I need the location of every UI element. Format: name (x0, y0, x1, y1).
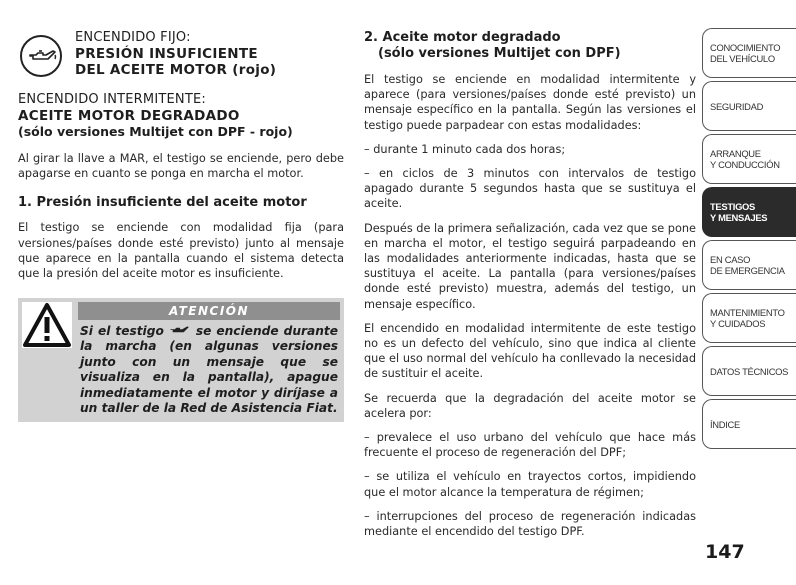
warning-heading: ATENCIÓN (78, 302, 340, 320)
steady-on-label: ENCENDIDO FIJO: (75, 30, 191, 45)
tab-label: ARRANQUE Y CONDUCCIÓN (710, 148, 780, 170)
blinking-label: ENCENDIDO INTERMITENTE: (18, 92, 206, 107)
intro-paragraph: Al girar la llave a MAR, el testigo se enciende, pero debe apagarse en cuanto se ponga en marcha el motor. (18, 152, 344, 181)
warning-text (22, 324, 338, 416)
page-number: 147 (705, 541, 745, 563)
degraded-oil-note: (sólo versiones Multijet con DPF - rojo) (18, 124, 293, 139)
tab-conocimiento[interactable] (702, 28, 796, 78)
tab-indice[interactable] (702, 399, 796, 449)
bullet-2: – en ciclos de 3 minutos con intervalos de testigo apagado durante 5 segundos hasta que se sustituya el aceite. (364, 167, 696, 211)
section2-title: 2. Aceite motor degradado (364, 30, 561, 45)
tab-arranque[interactable] (702, 134, 796, 184)
tab-datos-tecnicos[interactable] (702, 346, 796, 396)
oil-pressure-title-2 (75, 62, 276, 78)
tab-testigos[interactable] (702, 187, 796, 237)
degraded-oil-header (18, 92, 344, 140)
left-column (18, 30, 344, 416)
section2-subtitle: (sólo versiones Multijet con DPF) (378, 46, 621, 61)
warning-text-a: Si el testigo (80, 324, 164, 338)
bullet-5: – interrupciones del proceso de regeneración indicadas mediante el encendido del testigo DPF. (364, 509, 696, 539)
degraded-oil-title: ACEITE MOTOR DEGRADADO (18, 108, 240, 124)
section2-paragraph-2: Después de la primera señalización, cada vez que se pone en marcha el motor, el testigo seguirá parpadeando en las modalidades anteriormente indicadas, hasta que se sustituya el aceite. La pantalla (para versiones/países donde esté previsto) muestra, además del testigo, un mensaje específico. (364, 221, 696, 311)
tab-seguridad[interactable] (702, 81, 796, 131)
tab-label: EN CASO DE EMERGENCIA (710, 254, 785, 276)
oil-pressure-title-main: DEL ACEITE MOTOR (75, 62, 228, 78)
tab-label: ÍNDICE (710, 418, 740, 430)
tab-label: MANTENIMIENTO Y CUIDADOS (710, 307, 785, 329)
section2-paragraph-4: Se recuerda que la degradación del aceite motor se acelera por: (364, 391, 696, 420)
oil-can-icon (169, 324, 191, 336)
warning-box (18, 298, 344, 422)
chapter-tabs (702, 28, 796, 452)
bullet-1: – durante 1 minuto cada dos horas; (364, 142, 566, 156)
tab-mantenimiento[interactable] (702, 293, 796, 343)
bullet-4: – se utiliza el vehículo en trayectos cortos, impidiendo que el motor alcance la temperatura de régimen; (364, 470, 696, 499)
bullet-3: – prevalece el uso urbano del vehículo que hace más frecuente el proceso de regeneración del DPF; (364, 431, 696, 460)
oil-pressure-title-color: (rojo) (232, 62, 277, 78)
tab-emergencia[interactable] (702, 240, 796, 290)
section2-paragraph-3: El encendido en modalidad intermitente de este testigo no es un defecto del vehículo, sino que indica al cliente que el uso normal del vehículo ha conllevado la necesidad de sustituir el aceite. (364, 321, 696, 381)
tab-label: SEGURIDAD (710, 100, 764, 112)
right-column (364, 30, 696, 539)
section1-paragraph: El testigo se enciende con modalidad fija (para versiones/países donde esté previsto) junto al mensaje que aparece en la pantalla cuando el sistema detecta que la presión del aceite motor es insuficiente. (18, 221, 344, 281)
oil-pressure-header (18, 30, 344, 82)
oil-pressure-title-1: PRESIÓN INSUFICIENTE (75, 46, 258, 62)
section1-title: 1. Presión insuficiente del aceite motor (18, 195, 307, 211)
warning-text-b: se enciende durante la marcha (en algunas versiones junto con un mensaje que se visualiza en la pantalla), apague inmediatamente el motor y diríjase a un taller de la Red de Asistencia Fiat. (80, 324, 339, 416)
tab-label: CONOCIMIENTO DEL VEHÍCULO (710, 42, 781, 64)
section2-paragraph-1: El testigo se enciende en modalidad intermitente y aparece (para versiones/países donde esté previsto) un mensaje específico en la pantalla. Según las versiones el testigo puede parpadear con estas modalidades: (364, 73, 696, 132)
tab-label: TESTIGOS Y MENSAJES (710, 201, 768, 223)
tab-label: DATOS TÉCNICOS (710, 365, 789, 377)
oil-can-icon (20, 35, 62, 77)
